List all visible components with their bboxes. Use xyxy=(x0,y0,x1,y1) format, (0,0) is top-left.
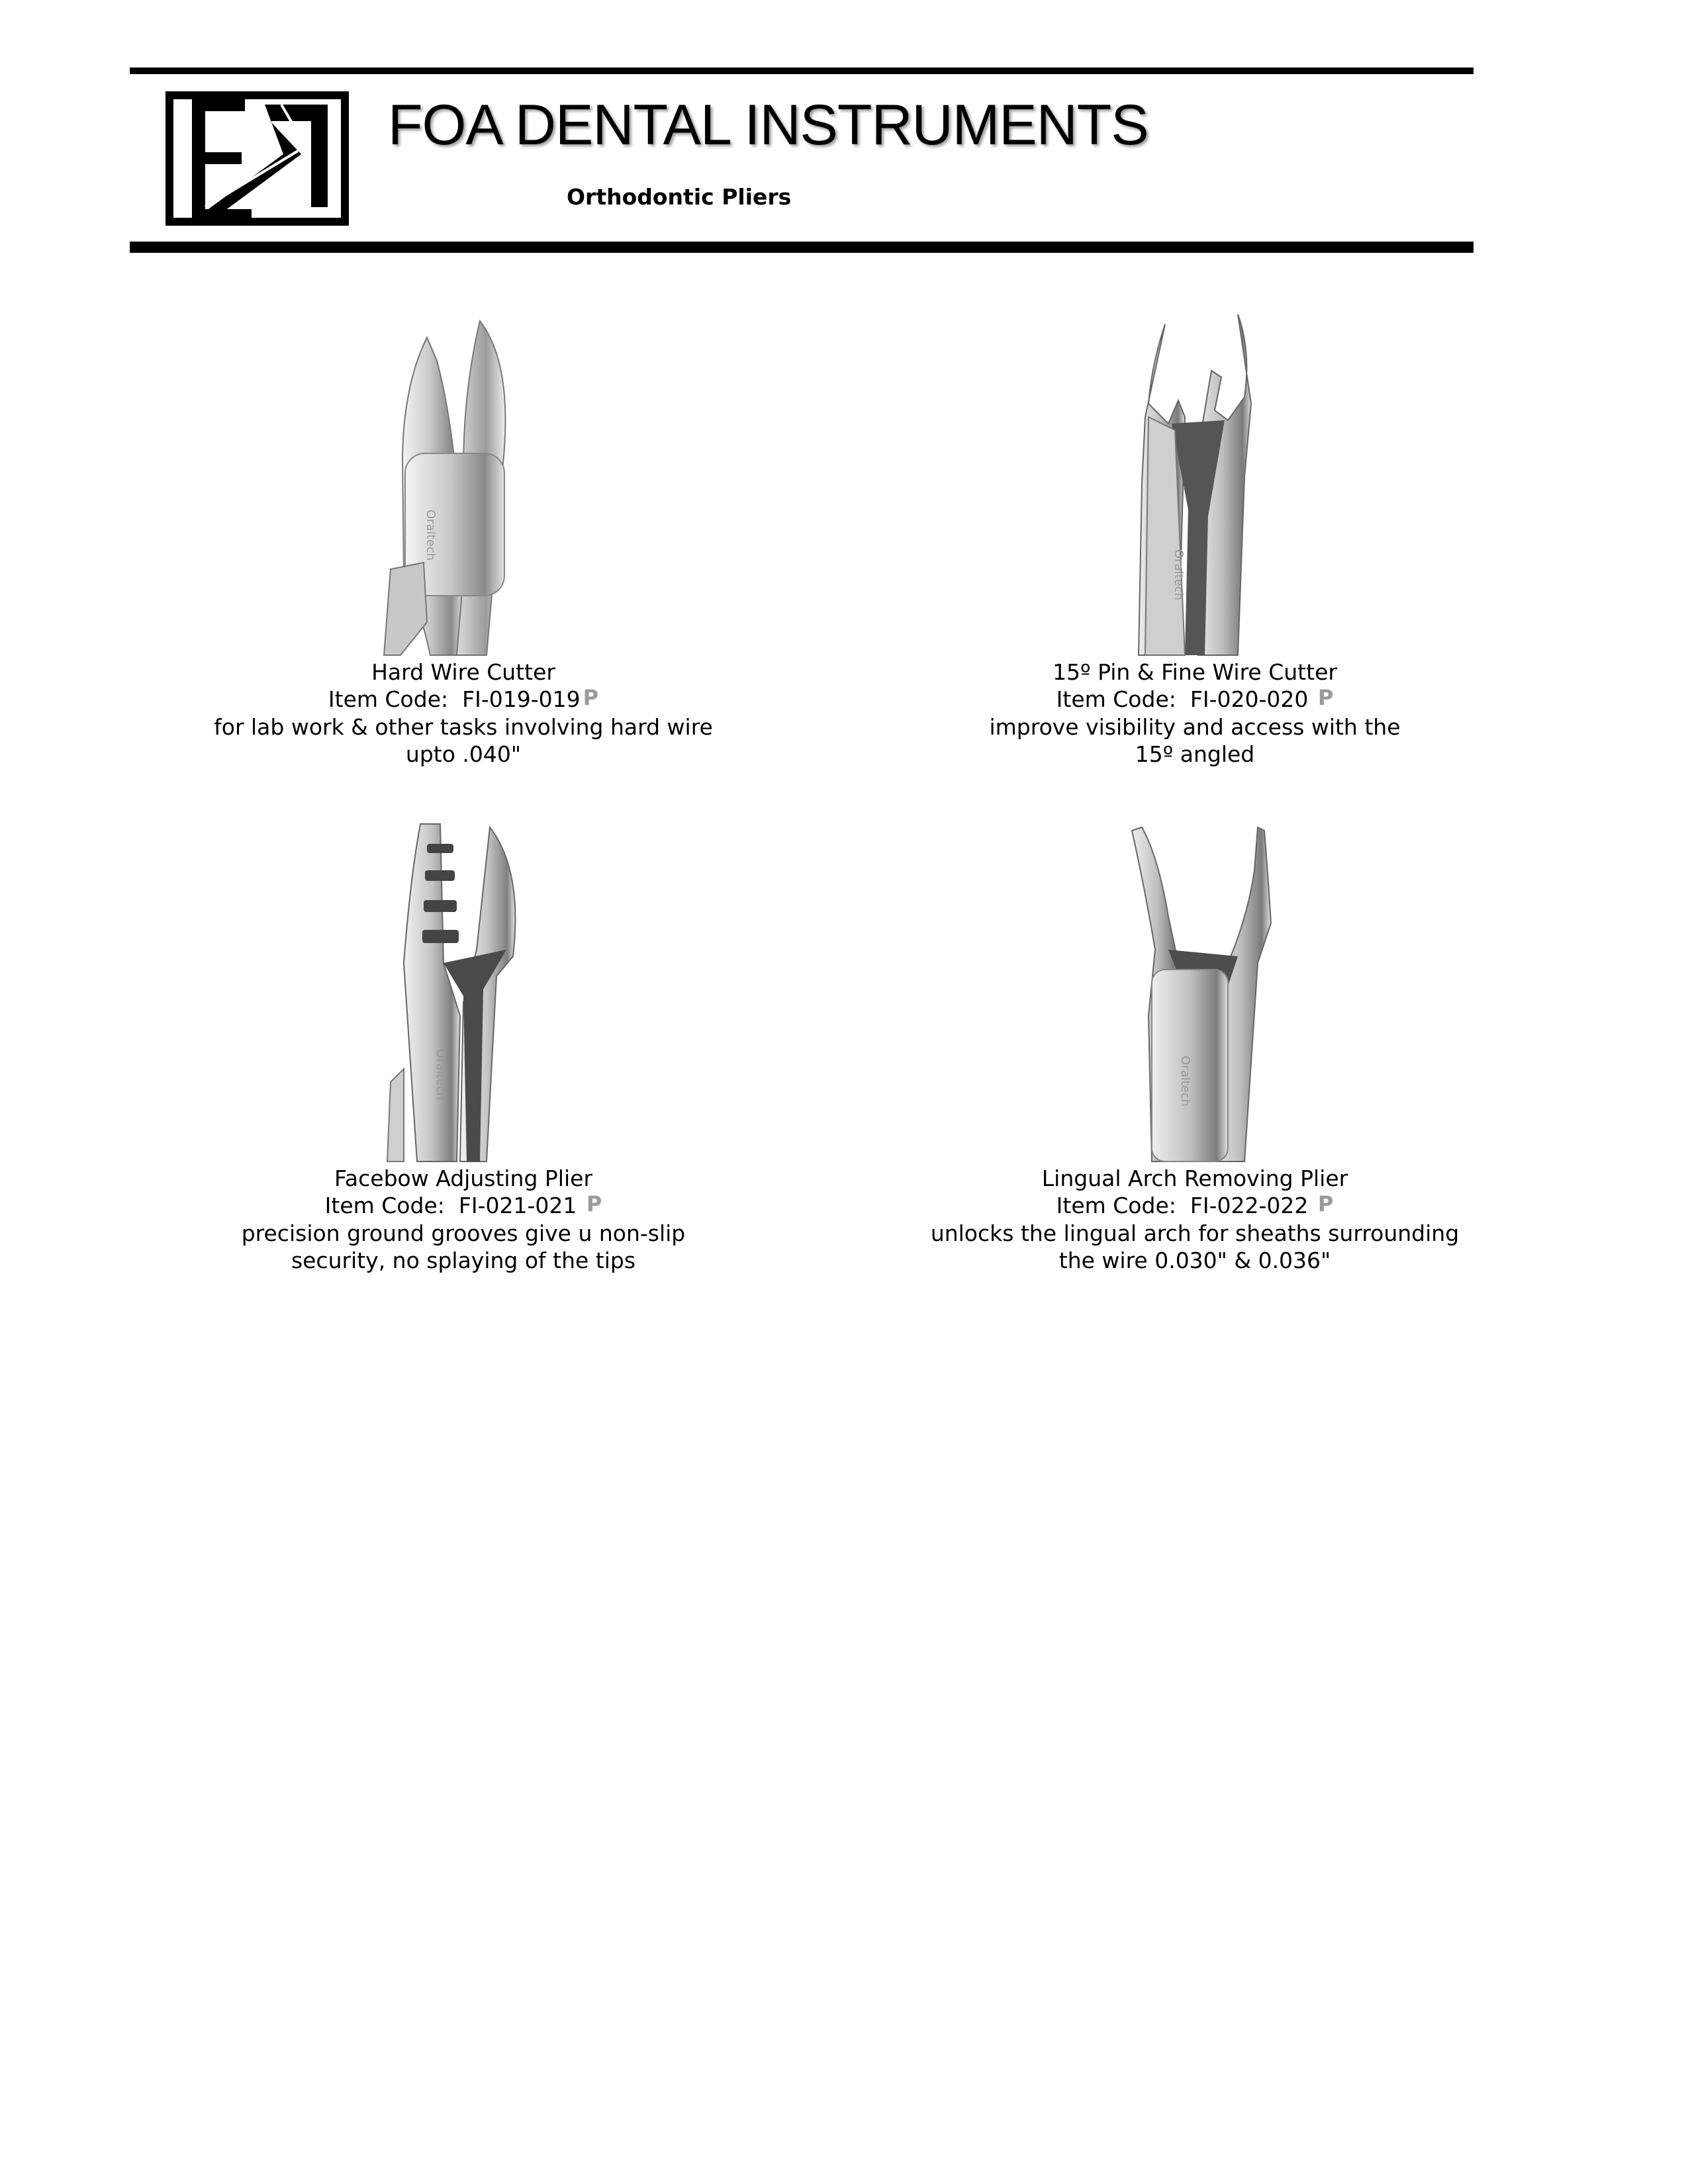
header-bottom-rule xyxy=(130,242,1474,253)
product-description-line-1: unlocks the lingual arch for sheaths surrounding xyxy=(930,1220,1460,1246)
product-description-line-2: the wire 0.030" & 0.036" xyxy=(1058,1248,1331,1273)
product-name: Facebow Adjusting Plier xyxy=(334,1165,593,1191)
item-code: FI-019-019 xyxy=(462,686,581,712)
page-subtitle: Orthodontic Pliers xyxy=(567,184,792,210)
item-code-line xyxy=(99,1192,827,1220)
product-caption xyxy=(99,1165,827,1274)
item-code-label: Item Code: xyxy=(328,686,449,712)
facebow-adjusting-plier-image xyxy=(364,817,563,1165)
item-code: FI-021-021 xyxy=(458,1193,577,1218)
product-description-line-2: security, no splaying of the tips xyxy=(291,1248,636,1273)
product-caption xyxy=(831,659,1559,768)
item-code-label: Item Code: xyxy=(1056,686,1176,712)
product-description-line-1: for lab work & other tasks involving hard wire xyxy=(214,714,713,740)
header-top-rule xyxy=(130,68,1474,74)
item-code-label: Item Code: xyxy=(1056,1193,1176,1218)
product-name: Lingual Arch Removing Plier xyxy=(1041,1165,1348,1191)
p-badge: P xyxy=(583,685,599,710)
product-name: 15º Pin & Fine Wire Cutter xyxy=(1053,659,1337,685)
p-badge: P xyxy=(586,1191,602,1216)
hard-wire-cutter-image xyxy=(364,311,563,659)
product-name: Hard Wire Cutter xyxy=(371,659,555,685)
pin-fine-wire-cutter-image xyxy=(1096,311,1294,659)
page-title: FOA DENTAL INSTRUMENTS xyxy=(388,93,1149,157)
item-code: FI-022-022 xyxy=(1190,1193,1309,1218)
product-caption xyxy=(831,1165,1559,1274)
item-code-line xyxy=(99,686,827,713)
engraving-text: Oraltech xyxy=(424,510,438,561)
item-code-line xyxy=(831,1192,1559,1220)
engraving-text: Oraltech xyxy=(1178,1056,1192,1107)
product-description-line-2: 15º angled xyxy=(1135,741,1255,767)
product-card xyxy=(99,311,827,768)
product-card xyxy=(831,311,1559,768)
p-badge: P xyxy=(1317,685,1334,710)
item-code-line xyxy=(831,686,1559,713)
item-code-label: Item Code: xyxy=(324,1193,445,1218)
product-description-line-1: precision ground grooves give u non-slip xyxy=(241,1220,686,1246)
company-logo xyxy=(165,91,349,226)
product-description-line-2: upto .040" xyxy=(405,741,522,767)
lingual-arch-removing-plier-image xyxy=(1096,817,1294,1165)
product-caption xyxy=(99,659,827,768)
product-card xyxy=(99,817,827,1274)
product-description-line-1: improve visibility and access with the xyxy=(989,714,1401,740)
engraving-text: Oraltech xyxy=(1172,549,1186,601)
item-code: FI-020-020 xyxy=(1190,686,1309,712)
product-card xyxy=(831,817,1559,1274)
p-badge: P xyxy=(1317,1191,1334,1216)
engraving-text: Oraltech xyxy=(434,1049,447,1101)
